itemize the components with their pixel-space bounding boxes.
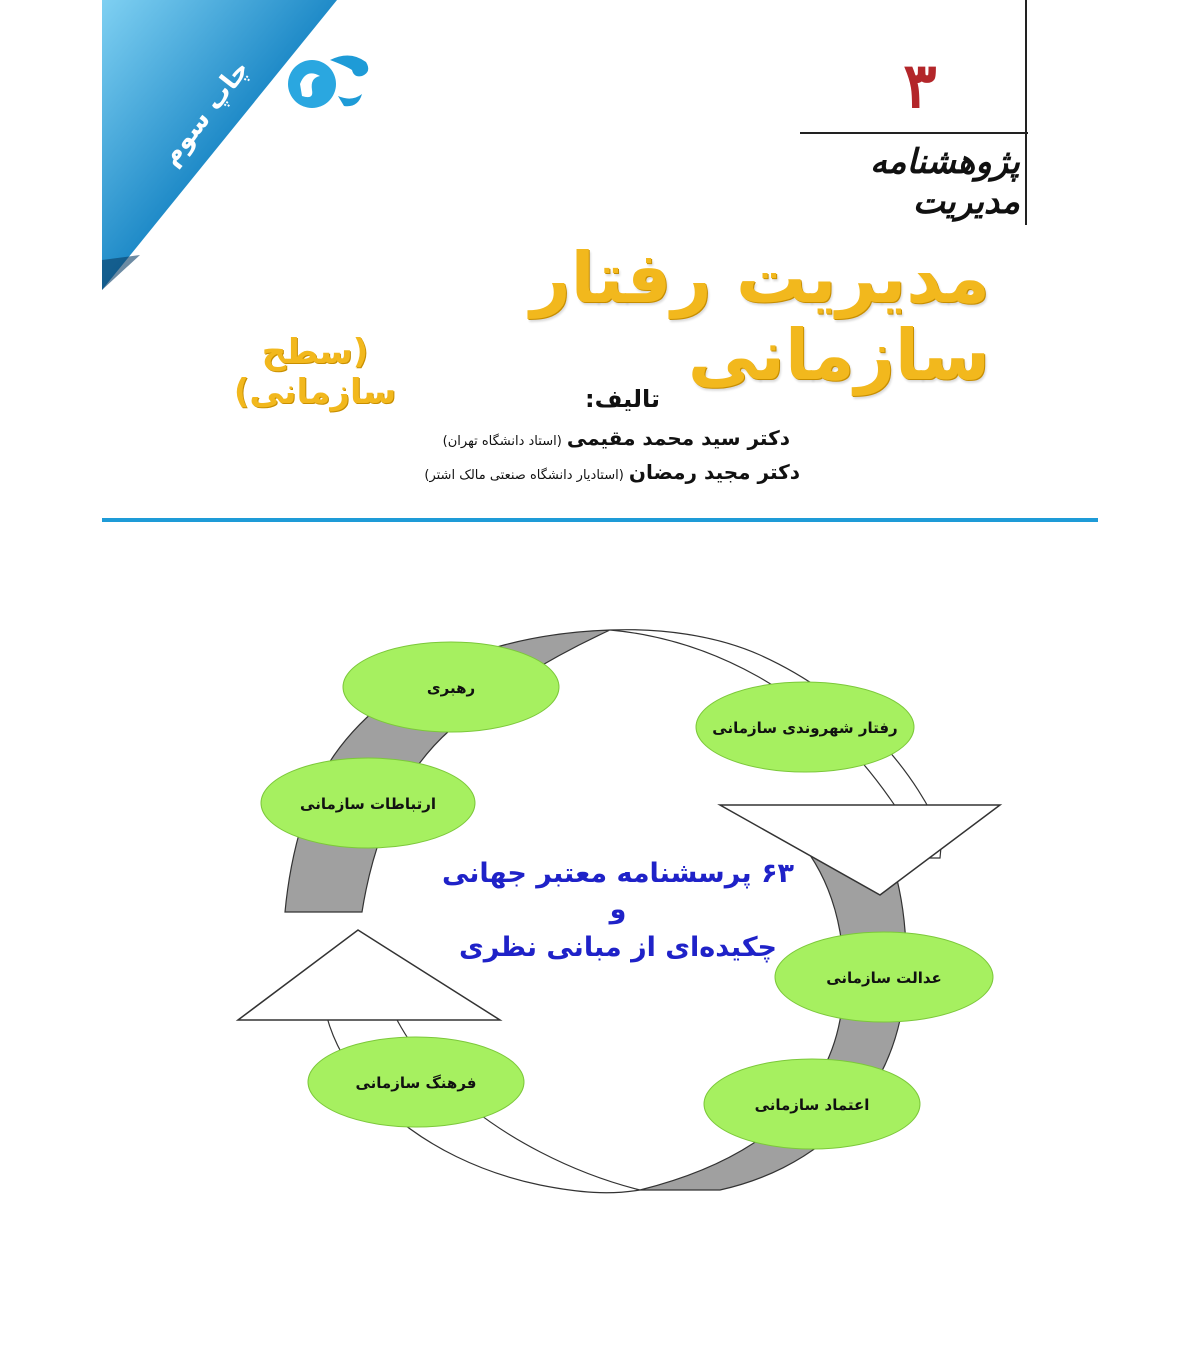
svg-text:رهبری: رهبری bbox=[426, 679, 476, 697]
svg-text:رفتار شهروندی سازمانی: رفتار شهروندی سازمانی bbox=[712, 719, 898, 737]
author-line bbox=[380, 426, 790, 450]
author-name: دکتر سید محمد مقیمی bbox=[566, 426, 790, 450]
book-subtitle: (سطح سازمانی) bbox=[233, 332, 397, 412]
topic-bubble bbox=[343, 642, 559, 732]
cycle-diagram bbox=[200, 600, 1020, 1220]
book-title: مدیریت رفتار سازمانی bbox=[530, 237, 990, 396]
center-text-line: و bbox=[609, 894, 627, 925]
svg-text:ارتباطات سازمانی: ارتباطات سازمانی bbox=[300, 795, 436, 813]
author-line bbox=[330, 460, 800, 484]
author-name: دکتر مجید رمضان bbox=[628, 460, 800, 484]
author-affiliation: (استاد دانشگاه تهران) bbox=[442, 434, 562, 449]
series-horizontal-rule bbox=[800, 132, 1028, 134]
center-text-line: ۶۳ پرسشنامه معتبر جهانی bbox=[441, 858, 795, 889]
author-affiliation: (استادیار دانشگاه صنعتی مالک اشتر) bbox=[424, 468, 624, 483]
topic-bubble bbox=[696, 682, 914, 772]
svg-text:اعتماد سازمانی: اعتماد سازمانی bbox=[754, 1096, 870, 1114]
series-number: ۳ bbox=[903, 49, 937, 122]
divider-line bbox=[102, 518, 1098, 522]
topic-bubble bbox=[775, 932, 993, 1022]
author-heading: تالیف: bbox=[584, 385, 660, 413]
topic-bubble bbox=[704, 1059, 920, 1149]
edition-badge: چاپ سوم bbox=[155, 54, 256, 172]
series-name: پژوهشنامه مدیریت bbox=[870, 142, 1020, 222]
svg-text:عدالت سازمانی: عدالت سازمانی bbox=[826, 969, 942, 987]
svg-text:فرهنگ سازمانی: فرهنگ سازمانی bbox=[355, 1074, 477, 1092]
publisher-logo-icon bbox=[282, 54, 368, 114]
topic-bubble bbox=[261, 758, 475, 848]
center-text-line: چکیده‌ای از مبانی نظری bbox=[458, 932, 778, 963]
topic-bubble bbox=[308, 1037, 524, 1127]
series-vertical-rule bbox=[1025, 0, 1027, 225]
